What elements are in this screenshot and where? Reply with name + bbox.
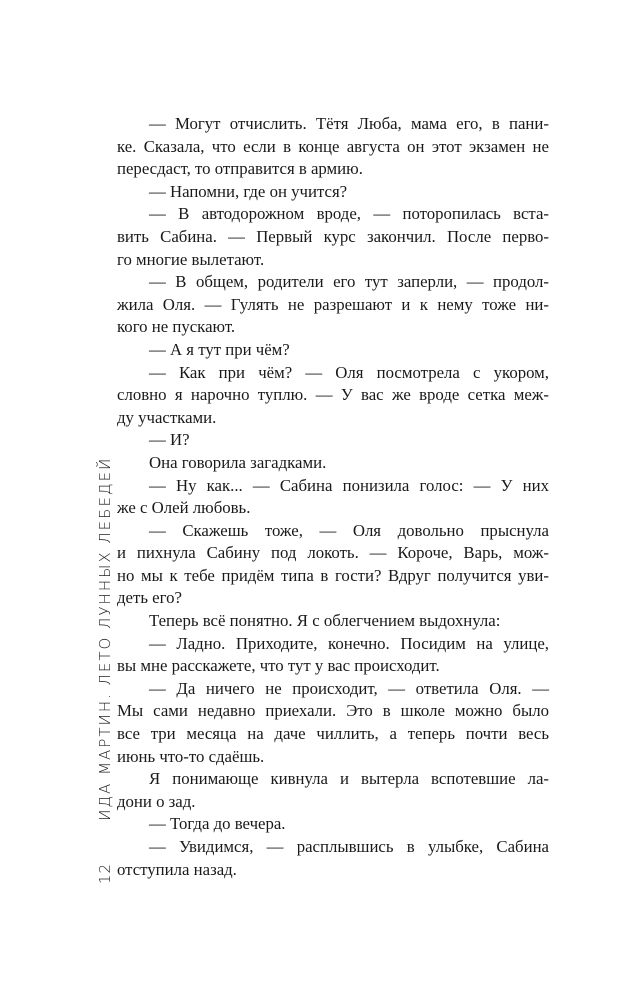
text-line: — В автодорожном вроде, — поторопилась вста-	[149, 204, 549, 224]
text-line: жила Оля. — Гулять не разрешают и к нему тоже ни-	[117, 294, 549, 314]
text-line: — Ладно. Приходите, конечно. Посидим на улице,	[149, 633, 549, 653]
text-line: же с Олей любовь.	[117, 498, 251, 518]
text-line: отступила назад.	[117, 859, 237, 879]
text-line: — Увидимся, — расплывшись в улыбке, Сабина	[149, 837, 549, 856]
text-line: ке. Сказала, что если в конце августа он этот экзамен не	[117, 136, 549, 156]
body-text	[117, 113, 549, 881]
text-line: словно я нарочно туплю. — У вас же вроде сетка меж-	[117, 385, 549, 405]
text-line: Я понимающе кивнула и вытерла вспотевшие ла-	[149, 769, 549, 789]
text-line: кого не пускают.	[117, 317, 236, 337]
text-line: пересдаст, то отправится в армию.	[117, 159, 363, 179]
running-head	[96, 457, 114, 884]
text-line: все три месяца на даче чиллить, а теперь почти весь	[117, 724, 549, 744]
text-line: но мы к тебе придём типа в гости? Вдруг получится уви-	[117, 565, 549, 585]
text-line: — И?	[149, 430, 190, 450]
text-line: ду участками.	[117, 407, 217, 427]
book-title: ИДА МАРТИН. ЛЕТО ЛУННЫХ ЛЕБЕДЕЙ	[96, 456, 114, 821]
text-line: вы мне расскажете, что тут у вас происходит.	[117, 656, 440, 676]
text-line: Теперь всё понятно. Я с облегчением выдохнула:	[149, 611, 501, 631]
text-line: го многие вылетают.	[117, 249, 265, 269]
text-line: — Тогда до вечера.	[149, 814, 286, 834]
text-line: — Да ничего не происходит, — ответила Оля. —	[149, 678, 549, 698]
text-line: — А я тут при чём?	[149, 339, 290, 359]
text-line: дони о зад.	[117, 791, 196, 811]
text-line: — Ну как... — Сабина понизила голос: — У них	[149, 475, 549, 495]
text-line: — Могут отчислить. Тётя Люба, мама его, в пани-	[149, 114, 549, 133]
text-line: — Скажешь тоже, — Оля довольно прыснула	[149, 520, 549, 540]
text-line: и пихнула Сабину под локоть. — Короче, Варь, мож-	[117, 543, 549, 563]
text-line: — В общем, родители его тут заперли, — продол-	[149, 272, 549, 292]
text-line: Мы сами недавно приехали. Это в школе можно было	[117, 701, 549, 721]
text-line: деть его?	[117, 588, 182, 608]
page-number: 12	[96, 862, 114, 884]
text-line: Она говорила загадками.	[149, 452, 327, 472]
text-line: — Как при чём? — Оля посмотрела с укором,	[149, 362, 549, 382]
text-line: июнь что-то сдаёшь.	[117, 746, 265, 766]
text-line: — Напомни, где он учится?	[149, 181, 348, 201]
text-line: вить Сабина. — Первый курс закончил. После перво-	[117, 226, 549, 246]
